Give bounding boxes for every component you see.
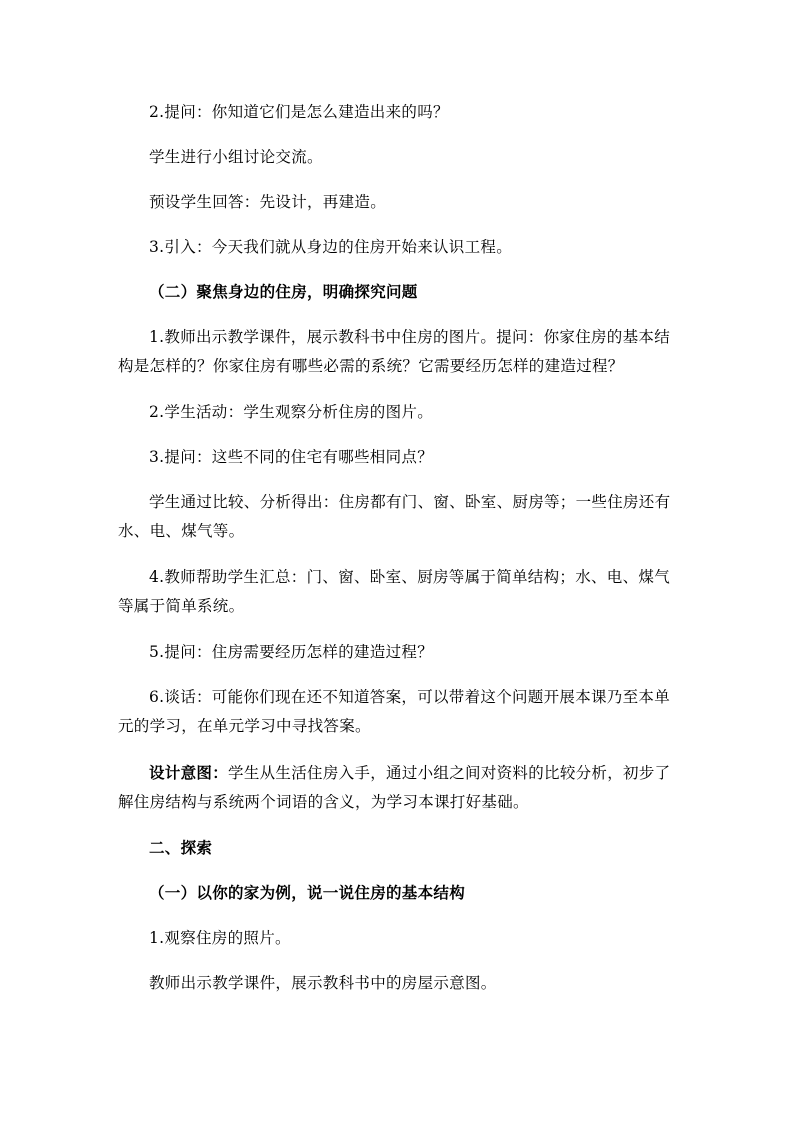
paragraph-teacher-shows-courseware: 1.教师出示教学课件，展示教科书中住房的图片。提问：你家住房的基本结构是怎样的？你家住房有哪些必需的系统？它需要经历怎样的建造过程？ xyxy=(118,328,670,375)
design-intent-text: 学生从生活住房入手，通过小组之间对资料的比较分析，初步了解住房结构与系统两个词语的含义，为学习本课打好基础。 xyxy=(118,764,671,811)
paragraph-question-2: 2.提问：你知道它们是怎么建造出来的吗？ xyxy=(149,103,449,121)
paragraph-expected-answer: 预设学生回答：先设计，再建造。 xyxy=(149,193,387,211)
section-heading-explore: 二、探索 xyxy=(149,838,213,857)
paragraph-talk: 6.谈话：可能你们现在还不知道答案，可以带着这个问题开展本课乃至本单元的学习，在单元学习中寻找答案。 xyxy=(118,688,670,735)
paragraph-question-5: 5.提问：住房需要经历怎样的建造过程？ xyxy=(149,643,433,661)
paragraph-teacher-shows-diagram: 教师出示教学课件，展示教科书中的房屋示意图。 xyxy=(149,974,497,992)
paragraph-introduction: 3.引入：今天我们就从身边的住房开始来认识工程。 xyxy=(149,238,512,256)
paragraph-student-activity: 2.学生活动：学生观察分析住房的图片。 xyxy=(149,403,433,421)
paragraph-teacher-summary: 4.教师帮助学生汇总：门、窗、卧室、厨房等属于简单结构；水、电、煤气等属于简单系统。 xyxy=(118,568,670,615)
section-heading-focus-housing: （二）聚焦身边的住房，明确探究问题 xyxy=(149,282,418,301)
paragraph-question-3: 3.提问：这些不同的住宅有哪些相同点？ xyxy=(149,448,433,466)
paragraph-group-discussion: 学生进行小组讨论交流。 xyxy=(149,148,323,166)
design-intent-label: 设计意图： xyxy=(149,763,229,782)
paragraph-observe-photos: 1.观察住房的照片。 xyxy=(149,929,291,947)
paragraph-students-compare: 学生通过比较、分析得出：住房都有门、窗、卧室、厨房等；一些住房还有水、电、煤气等。 xyxy=(118,493,671,540)
paragraph-design-intent xyxy=(118,758,676,817)
section-heading-home-structure: （一）以你的家为例，说一说住房的基本结构 xyxy=(149,883,466,902)
